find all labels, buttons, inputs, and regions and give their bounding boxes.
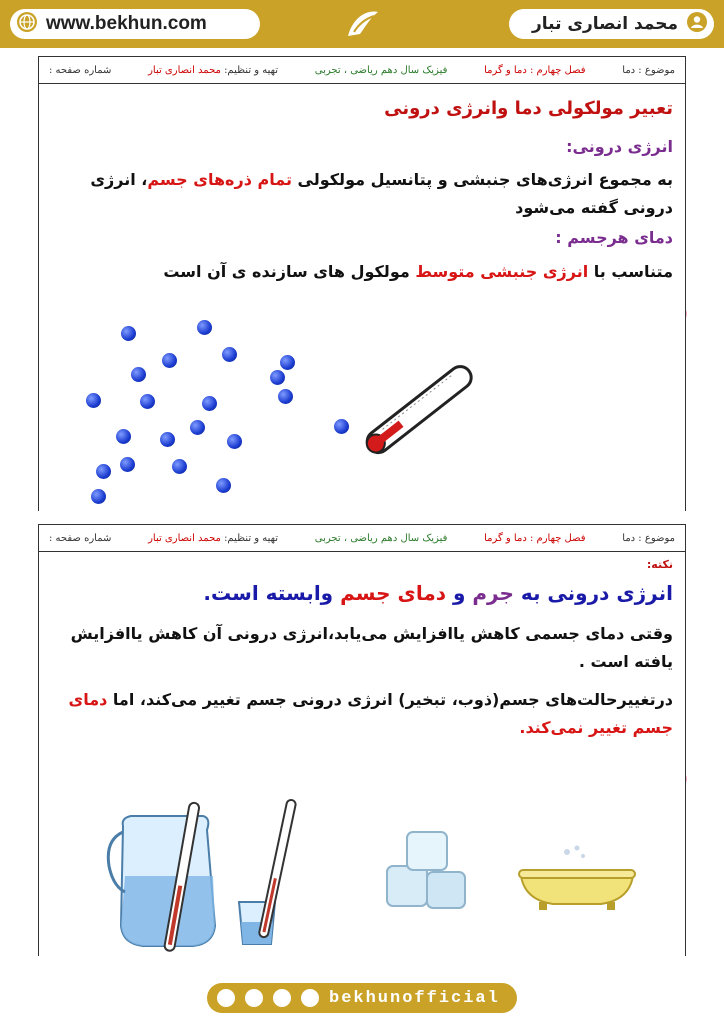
page-header [39,56,685,84]
molecule [216,478,231,493]
molecule [140,394,155,409]
prepared-name: محمد انصاری تبار [148,64,221,76]
prepared-by [148,65,278,76]
molecule [91,489,106,504]
molecule [334,419,349,434]
ice-cubes-icon [383,826,473,916]
water-glass-icon [235,798,305,948]
eitaa-icon[interactable] [301,989,319,1007]
temp-text-2: مولکول های سازنده ی آن است [163,262,416,281]
molecule [120,457,135,472]
topic-label: موضوع : دما [622,64,675,76]
course-label: فیزیک سال دهم ریاضی ، تجربی [314,532,448,544]
instagram-icon[interactable] [217,989,235,1007]
thermometer-icon [349,351,489,471]
temp-highlight: انرژی جنبشی متوسط [415,262,589,281]
top-bar [0,0,724,48]
worksheet-page-2 [38,524,686,956]
social-footer [207,983,517,1013]
headline-text-2: وابسته است. [203,581,341,605]
prepared-by [148,533,278,544]
headline-and: و [445,581,473,605]
molecule [131,367,146,382]
molecule [96,464,111,479]
headline-temp: دمای جسم [340,581,446,605]
molecule [86,393,101,408]
molecule [162,353,177,368]
temperature-definition [51,258,673,286]
author-pill [509,9,714,39]
prepared-name: محمد انصاری تبار [148,532,221,544]
key-statement [51,576,673,610]
molecule [121,326,136,341]
molecule [270,370,285,385]
molecule [116,429,131,444]
molecule [172,459,187,474]
bathtub-icon [517,842,637,912]
molecule [278,389,293,404]
water-pitcher-icon [103,796,233,956]
worksheet-page-1 [38,56,686,511]
def-text-2: ، انرژی درونی گفته می‌شود [90,170,673,217]
globe-icon [16,11,38,37]
molecule [227,434,242,449]
internal-energy-heading: انرژی درونی: [566,137,673,156]
topic-label: موضوع : دما [622,532,675,544]
author-name: محمد انصاری تبار [531,14,678,34]
note-label: نکته: [646,558,673,571]
molecule [280,355,295,370]
temp-text-1: متناسب با [588,262,673,281]
molecule [202,396,217,411]
molecule [190,420,205,435]
page-number-label: شماره صفحه : [49,532,112,544]
website-pill[interactable] [10,9,260,39]
internal-energy-definition [51,166,673,222]
page-header [39,524,685,552]
def-text-1: به مجموع انرژی‌های جنبشی و پتانسیل مولکولی [291,170,673,189]
para2-highlight: دمای جسم تغییر نمی‌کند. [68,690,673,737]
paragraph-temperature-change: وقتی دمای جسمی کاهش یاافزایش می‌یابد،انرژی درونی آن کاهش یاافزایش یافته است . [70,624,673,671]
molecule [160,432,175,447]
headline-text-1: انرژی درونی به [513,581,673,605]
molecule [197,320,212,335]
social-handle[interactable]: bekhunofficial [329,988,500,1008]
chapter-label: فصل چهارم : دما و گرما [484,64,586,76]
chapter-label: فصل چهارم : دما و گرما [484,532,586,544]
brand-logo [332,0,392,48]
paragraph-phase-change [51,686,673,742]
def-highlight: تمام ذره‌های جسم [147,170,292,189]
course-label: فیزیک سال دهم ریاضی ، تجربی [314,64,448,76]
prepared-label: تهیه و تنظیم: [224,64,279,76]
telegram-icon[interactable] [273,989,291,1007]
molecule [222,347,237,362]
prepared-label: تهیه و تنظیم: [224,532,279,544]
youtube-icon[interactable] [245,989,263,1007]
temperature-heading: دمای هرجسم : [555,228,673,247]
para2-text: درتغییرحالت‌های جسم(ذوب، تبخیر) انرژی درونی جسم تغییر می‌کند، اما [107,690,673,709]
headline-mass: جرم [472,581,514,605]
website-url[interactable]: www.bekhun.com [46,13,207,34]
page-number-label: شماره صفحه : [49,64,112,76]
user-icon [686,11,708,37]
section-title: تعبیر مولکولی دما وانرژی درونی [384,98,673,119]
